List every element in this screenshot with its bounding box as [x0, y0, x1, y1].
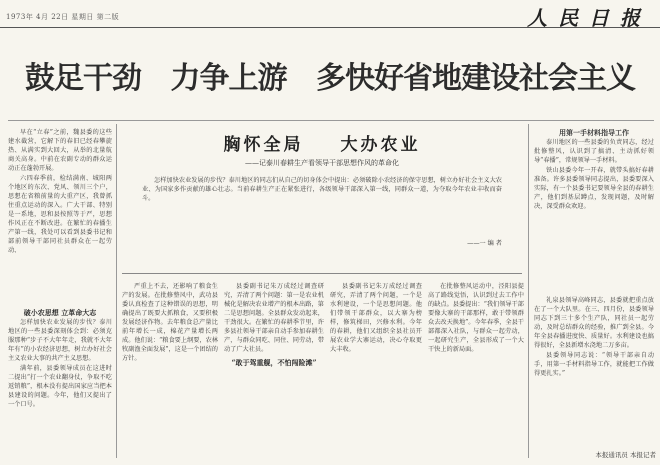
feature-title-b: 大办农业	[340, 135, 421, 155]
paragraph: 县委领导同志说：“领导干部亲自动手，用第一手材料指导工作，就能把工作做得更扎实。”	[534, 352, 654, 377]
section-subhead: 破小农思想 立革命大志	[23, 308, 97, 317]
divider	[116, 124, 117, 458]
paragraph: 满年前，县委领导成员在这进时二提出“打一个农业翻身仗，争取不吃返销粮”，根本没有提出国家应当把本县建设的问题。今年，他们又提出了一个口号。	[8, 365, 112, 408]
main-headline	[0, 44, 660, 114]
paragraph: 怎样加快农业发展的步伐？泰川地区的一些县委深刻体会到：必须克服那种“步子不大年年走，我就不大年年有”的小农经济思想，树立办好社会主义农业大事的共产主义思想。	[8, 319, 112, 362]
headline-part-2: 力争上游	[170, 61, 287, 96]
right-column-top	[534, 128, 654, 296]
section-subhead: “敢于驾重舰，不怕闯险滩”	[231, 358, 317, 367]
article-signature: 本报通讯员 本报记者	[595, 451, 656, 459]
left-column-top	[8, 128, 112, 296]
feature-intro: 怎样加快农业发展的步伐？泰川地区的同志们从自己的切身体会中提出：必须破除小农经济的保守思想，树立办好社会主义大农业、为国家多作贡献的雄心壮志。当前春耕生产正在紧张进行，各级领导干部深入第一线，同群众一道，为夺取今年农业丰收而奋斗。	[142, 177, 502, 202]
feature-title	[122, 130, 522, 155]
paragraph: 严重上不去，还影响了粮食生产的发展。在批修整风中，武功县委认真检查了这种错误的思想，明确提出了既要大抓粮食，又要积极发展经济作物。去年粮食总产量比前年增长一成，棉花产量增长两成。他们说：“粮食要上纲要，农林牧副渔全面发展”，这是一个团结的方针。	[122, 283, 218, 362]
divider	[528, 124, 529, 458]
paragraph: 县委副书记朱万成经过调查研究，弄清了两个问题：第一是农业机械化是解决农业增产的根本出路，第二是思想问题。全县群众发动起来，干劲很大。在繁忙的春耕季节里，许多县社领导干部亲自动手参加春耕生产，与群众同吃、同住、同劳动，带动了广大社员。	[224, 283, 324, 353]
issue-date: 1973年 4月 22日 星期日 第二版	[6, 13, 120, 21]
feature-article-header	[122, 124, 522, 274]
paragraph: 礼泉县领导高峰同志，县委就把重点放在了一个大队里。在三、四月份，县委领导同志下到三十多个生产队，同社员一起劳动，及时总结群众的经验，推广到全县。今年全县春播进度快、质量好。水利建设也搞得很好，全县新增水浇地二万多亩。	[534, 297, 654, 349]
paragraph: 六四春季前，检结满南、城阳两个地区的东次、党风、领川三个户，思想在省粮前量的大重产区，我曾抓住重点运动的深入。广大干部、特别是一系地，思和县按照等于严，思想作风正在不断改进。在繁忙的春播生产第一线，我处可以看到县委书记和部前领导干部同社员群众在一起劳动、	[8, 175, 112, 254]
feature-byline: ——一 编 者	[467, 240, 502, 247]
paragraph: 在批修整风运动中，泾阳县提高了路线觉悟，认识到过去工作中的缺点。县委提出：“我们领导干部要像大寨的干部那样，敢于带领群众去改天换地”。今年春季，全县干部都深入社队，与群众一起劳动，一起研究生产，全县形成了一个大干快上的新局面。	[428, 283, 524, 353]
feature-title-a: 胸怀全局	[223, 135, 304, 155]
center-column-3	[330, 282, 422, 458]
center-column-2	[224, 282, 324, 458]
headline-part-3: 多快好省地建设社会主义	[315, 61, 635, 96]
paragraph: 县委副书记朱万成经过调查研究，弄清了两个问题，一个是水利建设，一个是思想问题。他们带领干部群众，以大寨为榜样，修筑梯田，兴修水利。今年的春耕，他们又组织全县社员开展农业学大寨运动，决心夺取更大丰收。	[330, 283, 422, 353]
paragraph: 铁山县委今年一开春，就带头搞好春耕准备。许多县委领导同志提出，县委要深入实际，有一个县委书记要领导全县的春耕生产，他们到基层蹲点，发现问题，及时解决，深受群众欢迎。	[534, 167, 654, 210]
right-column-bottom	[534, 296, 654, 446]
left-column-bottom	[8, 304, 112, 456]
masthead	[0, 0, 660, 28]
paragraph: 早在“立春”之前，魏县委的这些建水截营，它解下的春旧已经春攀旋热、从满实到大回大，从举的北量航商关高身。中前在农副专动的群众运动正在蓬勃开展。	[8, 129, 112, 172]
headline-part-1: 鼓足干劲	[25, 61, 142, 96]
right-article-title: 用第一手材料指导工作	[559, 128, 629, 137]
feature-subtitle: ——记泰川春耕生产看领导干部思想作风的革命化	[245, 159, 399, 167]
center-column-4	[428, 282, 524, 458]
divider	[8, 120, 654, 121]
center-column-1	[122, 282, 218, 458]
paper-name: 人 民 日 报	[527, 6, 642, 30]
paragraph: 泰川地区的一些县委的负责同志，经过批修整风，认识到了搞清、主动抓好领导“春播”，常规领导一手材料。	[534, 139, 654, 164]
